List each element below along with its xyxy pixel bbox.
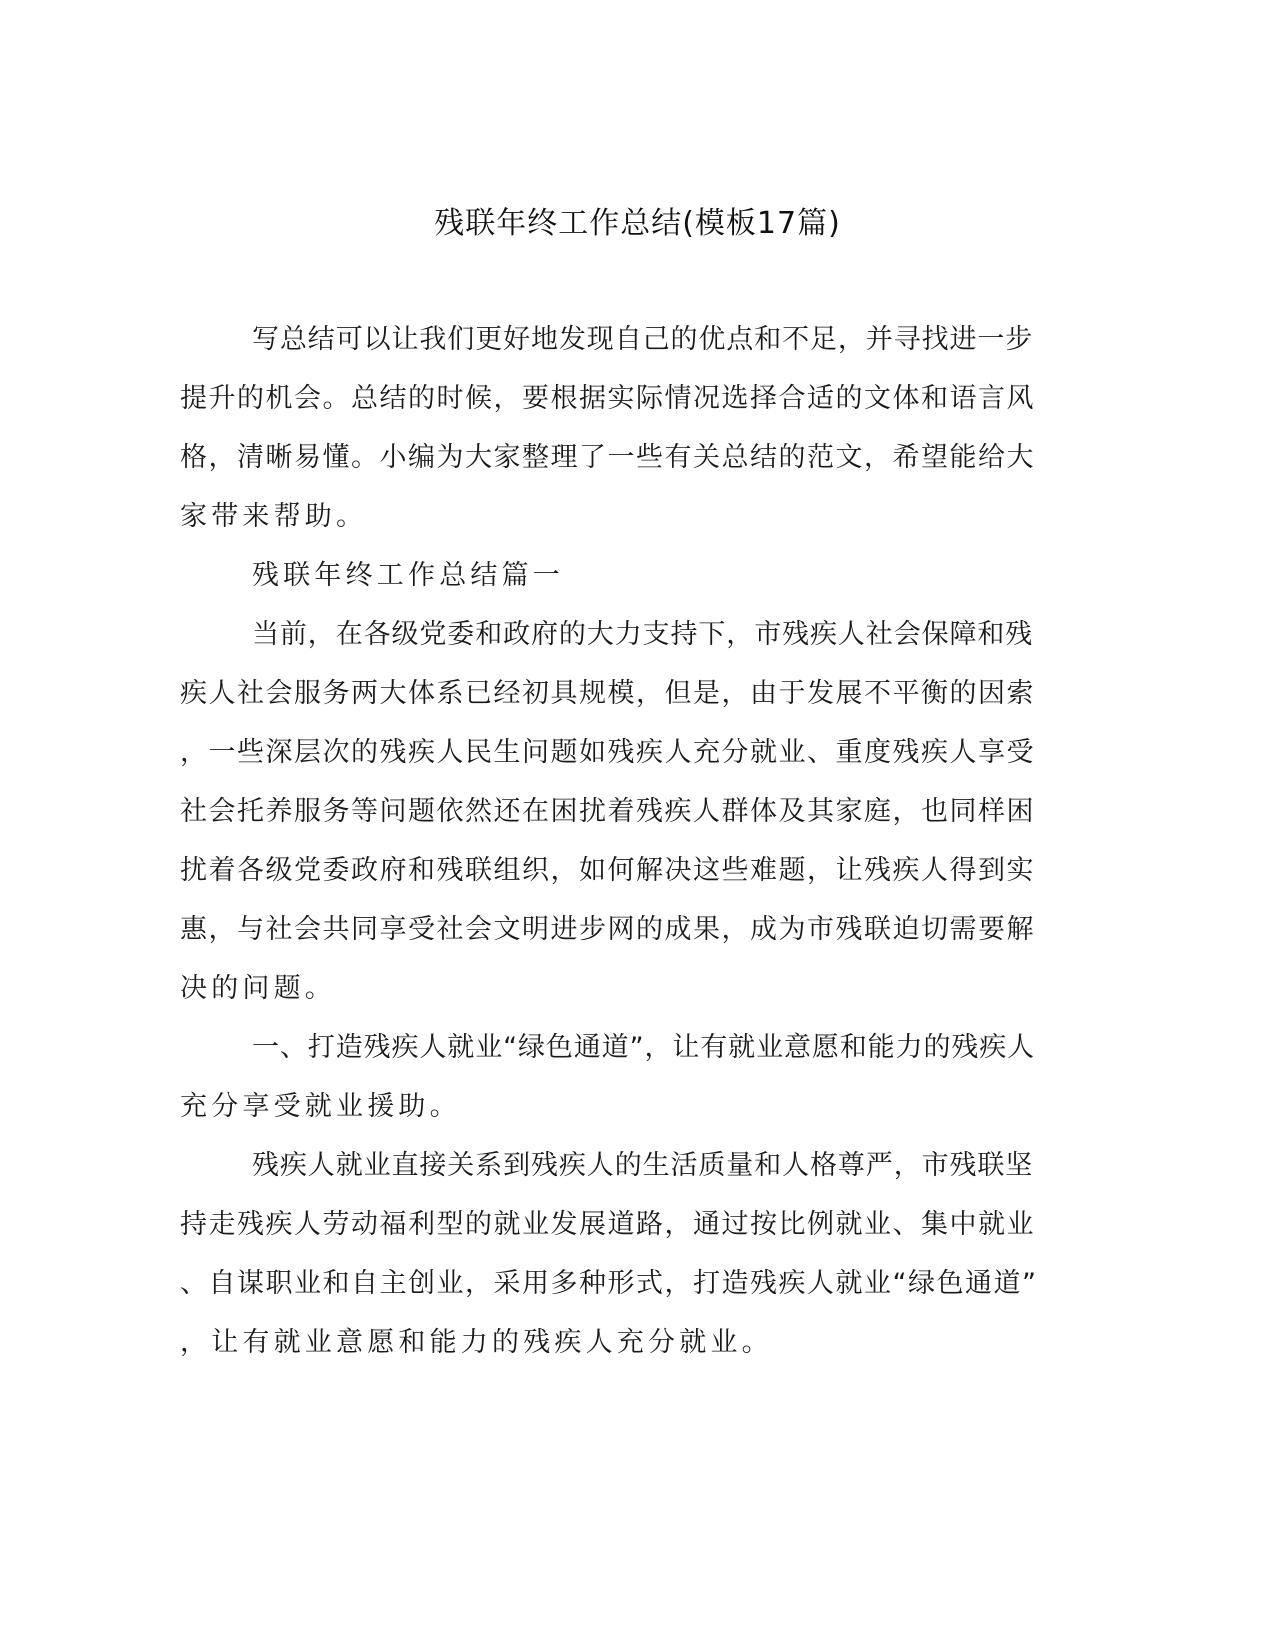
text-line: 决的问题。 xyxy=(180,973,336,1004)
text-line: 写总结可以让我们更好地发现自己的优点和不足，并寻找进一步 xyxy=(252,324,1034,355)
text-line: 残联年终工作总结篇一 xyxy=(252,560,564,591)
text-line: 惠，与社会共同享受社会文明进步网的成果，成为市残联迫切需要解 xyxy=(180,914,1035,945)
text-line: ，一些深层次的残疾人民生问题如残疾人充分就业、重度残疾人享受 xyxy=(180,737,1035,768)
text-line: 扰着各级党委政府和残联组织，如何解决这些难题，让残疾人得到实 xyxy=(180,855,1035,886)
text-line: 格，清晰易懂。小编为大家整理了一些有关总结的范文，希望能给大 xyxy=(180,442,1035,473)
text-line: 充分享受就业援助。 xyxy=(180,1091,461,1122)
text-line: 当前，在各级党委和政府的大力支持下，市残疾人社会保障和残 xyxy=(252,619,1034,650)
text-line: 、自谋职业和自主创业，采用多种形式，打造残疾人就业“绿色通道” xyxy=(180,1268,1038,1299)
text-line: ，让有就业意愿和能力的残疾人充分就业。 xyxy=(180,1327,773,1358)
text-line: 家带来帮助。 xyxy=(180,501,368,532)
text-line: 提升的机会。总结的时候，要根据实际情况选择合适的文体和语言风 xyxy=(180,383,1035,414)
document-body xyxy=(180,310,1040,1372)
text-line: 持走残疾人劳动福利型的就业发展道路，通过按比例就业、集中就业 xyxy=(180,1209,1035,1240)
text-line: 疾人社会服务两大体系已经初具规模，但是，由于发展不平衡的因索 xyxy=(180,678,1035,709)
text-line: 社会托养服务等问题依然还在困扰着残疾人群体及其家庭，也同样困 xyxy=(180,796,1035,827)
text-line: 残疾人就业直接关系到残疾人的生活质量和人格尊严，市残联坚 xyxy=(252,1150,1034,1181)
text-line: 一、打造残疾人就业“绿色通道”，让有就业意愿和能力的残疾人 xyxy=(252,1032,1036,1063)
document-title: 残联年终工作总结(模板17篇) xyxy=(434,206,841,241)
